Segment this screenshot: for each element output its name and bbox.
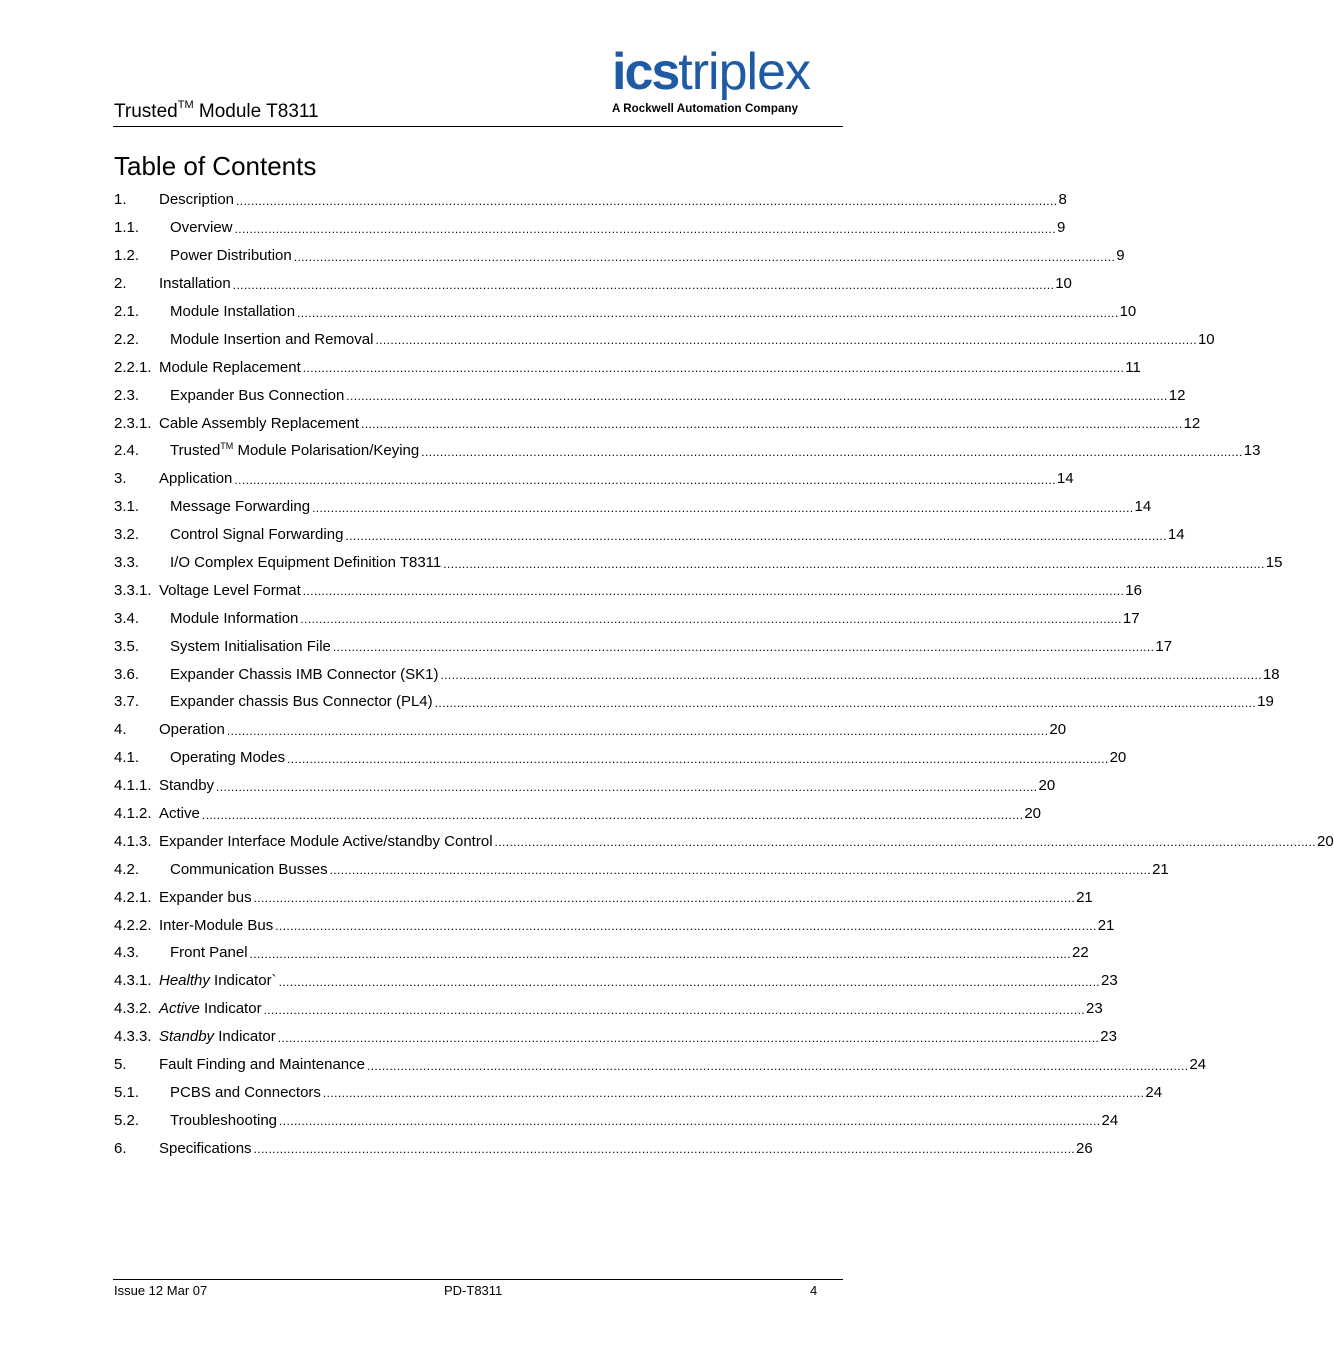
toc-entry-title: System Initialisation File [159,638,333,655]
toc-entry-number: 2.3.1. [114,414,152,432]
toc-entry-title: Communication Busses [159,861,330,878]
toc-entry-number: 3.5. [114,637,140,655]
toc-entry[interactable] [114,967,1118,995]
toc-entry[interactable] [114,353,1141,381]
toc-entry-title: Troubleshooting [159,1112,279,1129]
toc-entry-page: 23 [1101,972,1118,990]
header-divider [113,126,843,127]
toc-leader-dots: ............................................................................................................................................................................................................................ [277,1030,1100,1045]
toc-leader-dots: ............................................................................................................................................................................................................................ [346,389,1168,404]
toc-entry-title: I/O Complex Equipment Definition T8311 [159,554,443,571]
toc-entry[interactable] [114,214,1066,242]
toc-entry-page: 24 [1145,1083,1163,1101]
toc-entry[interactable] [114,1023,1117,1051]
toc-heading: Table of Contents [114,151,317,181]
toc-entry-page: 11 [1125,358,1141,376]
toc-entry-title: Expander Chassis IMB Connector (SK1) [159,666,440,683]
toc-entry-title: Standby [159,777,215,795]
toc-entry[interactable] [114,1051,1207,1079]
toc-entry-number: 2.3. [114,386,140,404]
toc-entry-number: 4.2.2. [114,916,152,934]
toc-leader-dots: ............................................................................................................................................................................................................................ [329,863,1152,878]
toc-entry-title-italic: Active [159,1000,200,1018]
toc-entry-page: 21 [1076,888,1093,906]
toc-leader-dots: ............................................................................................................................................................................................................................ [216,779,1038,794]
toc-leader-dots: ............................................................................................................................................................................................................................ [322,1086,1145,1101]
toc-entry[interactable] [114,270,1072,298]
toc-entry-title-text: Indicator [199,1000,262,1018]
toc-entry-title: Expander chassis Bus Connector (PL4) [159,693,435,710]
toc-entry-title: Expander Interface Module Active/standby Control [159,832,493,850]
toc-entry-title: Voltage Level Format [159,581,301,599]
toc-entry-title: Inter-Module Bus [159,916,274,934]
toc-entry-title [159,442,421,459]
toc-entry[interactable] [114,744,1127,772]
header-title-text: Trusted [114,101,178,122]
toc-entry[interactable] [114,995,1103,1023]
toc-entry-title: Fault Finding and Maintenance [159,1056,365,1074]
toc-entry-number: 5.1. [114,1083,140,1101]
toc-entry-page: 10 [1197,330,1215,348]
toc-entry-title: Power Distribution [159,247,294,264]
toc-entry-number: 4.3.3. [114,1028,152,1046]
toc-entry-page: 19 [1257,693,1274,711]
toc-entry-page: 20 [1049,721,1067,739]
toc-entry[interactable] [114,911,1115,939]
toc-leader-dots: ............................................................................................................................................................................................................................ [249,946,1072,961]
toc-entry-page: 12 [1183,414,1201,432]
toc-entry[interactable] [114,186,1067,214]
toc-leader-dots: ............................................................................................................................................................................................................................ [366,1058,1189,1073]
toc-entry-page: 16 [1125,581,1142,599]
toc-entry-number: 4.1.3. [114,832,152,850]
toc-entry[interactable] [114,660,1280,688]
toc-entry-title: Cable Assembly Replacement [159,414,360,432]
toc-entry-number: 3.7. [114,693,140,711]
toc-leader-dots: ............................................................................................................................................................................................................................ [253,891,1076,906]
toc-entry-page: 23 [1100,1028,1117,1046]
toc-leader-dots: ............................................................................................................................................................................................................................ [234,472,1056,487]
toc-entry-title: Module Replacement [159,358,301,376]
toc-entry-number: 3.4. [114,609,140,627]
toc-entry[interactable] [114,827,1334,855]
footer-issue-date: Issue 12 Mar 07 [114,1283,208,1298]
toc-leader-dots: ............................................................................................................................................................................................................................ [434,695,1257,710]
toc-entry-title: Operating Modes [159,749,287,766]
toc-entry-number: 3.2. [114,526,140,544]
toc-entry-title: Description [159,191,235,209]
toc-leader-dots: ............................................................................................................................................................................................................................ [332,640,1155,655]
footer-page-number: 4 [810,1283,818,1298]
toc-entry-number: 1.1. [114,219,140,237]
toc-entry-title-text: Trusted [170,442,221,460]
toc-entry[interactable] [114,855,1169,883]
toc-entry-page: 14 [1134,498,1152,516]
toc-entry[interactable] [114,549,1283,577]
toc-leader-dots: ............................................................................................................................................................................................................................ [279,1114,1101,1129]
toc-leader-dots: ............................................................................................................................................................................................................................ [440,668,1262,683]
toc-entry-number: 3.1. [114,498,140,516]
toc-leader-dots: ............................................................................................................................................................................................................................ [253,1142,1076,1157]
toc-entry-title-text: Indicator [214,1028,276,1046]
toc-entry[interactable] [114,1079,1163,1107]
toc-entry-page: 14 [1056,470,1074,488]
toc-entry-page: 26 [1076,1139,1093,1157]
toc-entry-title-text: Module Polarisation/Keying [233,442,420,460]
toc-entry-page: 8 [1058,191,1067,209]
toc-entry-number: 3.6. [114,665,140,683]
toc-leader-dots: ............................................................................................................................................................................................................................ [278,974,1101,989]
toc-leader-dots: ............................................................................................................................................................................................................................ [375,333,1197,348]
toc-leader-dots: ............................................................................................................................................................................................................................ [494,835,1317,850]
toc-leader-dots: ............................................................................................................................................................................................................................ [293,249,1116,264]
toc-entry[interactable] [114,437,1261,465]
toc-entry-title: Expander Bus Connection [159,387,346,404]
logo-brand-bold: ics [612,43,679,101]
toc-leader-dots: ............................................................................................................................................................................................................................ [302,361,1125,376]
trademark-superscript: TM [220,441,234,452]
toc-entry-number: 2.4. [114,442,140,460]
toc-entry-title: Front Panel [159,944,250,961]
document-header-title [114,100,319,124]
logo-tagline: A Rockwell Automation Company [612,103,799,115]
toc-entry[interactable] [114,604,1140,632]
toc-entry-page: 20 [1109,749,1127,767]
toc-entry-page: 12 [1168,386,1186,404]
toc-leader-dots: ............................................................................................................................................................................................................................ [234,221,1056,236]
toc-entry[interactable] [114,325,1215,353]
toc-entry-number: 4.3.1. [114,972,152,990]
toc-entry-page: 17 [1155,637,1173,655]
toc-entry-title-text: Indicator` [209,972,277,990]
toc-leader-dots: ............................................................................................................................................................................................................................ [236,193,1058,208]
toc-entry[interactable] [114,716,1067,744]
toc-entry-page: 20 [1317,832,1334,850]
toc-leader-dots: ............................................................................................................................................................................................................................ [312,500,1134,515]
toc-entry-number: 2.2. [114,330,140,348]
toc-entry[interactable] [114,242,1125,270]
toc-entry-number: 2.2.1. [114,358,152,376]
toc-entry-title: Specifications [159,1139,252,1157]
toc-entry-page: 20 [1024,805,1042,823]
toc-leader-dots: ............................................................................................................................................................................................................................ [345,528,1167,543]
toc-entry-title: PCBS and Connectors [159,1084,323,1101]
toc-entry-number: 6. [114,1139,127,1157]
toc-entry[interactable] [114,1106,1119,1134]
toc-entry[interactable] [114,298,1137,326]
toc-entry[interactable] [114,409,1201,437]
logo-wordmark [612,42,844,102]
toc-entry-title: Message Forwarding [159,498,312,515]
toc-entry-title [159,1028,278,1045]
toc-entry-number: 4.1.2. [114,805,152,823]
toc-entry-number: 2.1. [114,303,140,320]
toc-leader-dots: ............................................................................................................................................................................................................................ [302,584,1125,599]
toc-leader-dots: ............................................................................................................................................................................................................................ [443,556,1265,571]
toc-entry-number: 4.1.1. [114,777,152,795]
toc-entry-number: 4. [114,721,127,739]
footer-document-id: PD-T8311 [444,1283,503,1298]
toc-entry[interactable] [114,576,1142,604]
toc-entry[interactable] [114,883,1093,911]
logo-brand-light: triplex [678,43,811,101]
toc-entry-number: 1.2. [114,247,140,265]
toc-entry-number: 4.1. [114,749,140,767]
toc-leader-dots: ............................................................................................................................................................................................................................ [232,277,1055,292]
toc-entry-page: 9 [1057,219,1066,237]
toc-entry-number: 4.2.1. [114,888,152,906]
toc-entry-page: 22 [1072,944,1089,962]
toc-entry-title: Module Information [159,610,300,627]
toc-entry-title: Installation [159,275,231,293]
toc-entry-number: 2. [114,275,127,293]
toc-entry-page: 15 [1265,554,1283,572]
toc-entry-number: 4.3.2. [114,1000,152,1018]
toc-entry[interactable] [114,800,1042,828]
toc-entry-title: Operation [159,721,225,739]
toc-leader-dots: ............................................................................................................................................................................................................................ [300,612,1122,627]
toc-entry-title: Active [159,805,200,823]
toc-entry[interactable] [114,1134,1093,1162]
toc-entry-page: 21 [1097,916,1115,934]
toc-leader-dots: ............................................................................................................................................................................................................................ [226,723,1049,738]
toc-entry-page: 23 [1086,1000,1103,1018]
toc-entry[interactable] [114,521,1185,549]
toc-entry-number: 3. [114,470,127,488]
toc-entry-page: 10 [1055,275,1072,293]
toc-entry[interactable] [114,688,1274,716]
toc-entry-title [159,972,279,989]
toc-entry-number: 4.2. [114,860,140,878]
toc-entry-page: 17 [1122,609,1140,627]
toc-entry-page: 20 [1038,777,1056,795]
toc-entry-title [159,1000,264,1017]
toc-entry-page: 13 [1243,442,1261,460]
toc-leader-dots: ............................................................................................................................................................................................................................ [275,919,1097,934]
toc-entry-title: Module Installation [159,303,297,320]
company-logo [612,42,844,122]
toc-entry-title: Application [159,470,233,488]
toc-leader-dots: ............................................................................................................................................................................................................................ [421,444,1243,459]
toc-entry-number: 4.3. [114,944,140,962]
toc-entry-page: 18 [1262,665,1280,683]
toc-entry-number: 3.3. [114,554,140,572]
toc-entry-title: Control Signal Forwarding [159,526,345,543]
toc-entry[interactable] [114,632,1173,660]
toc-entry[interactable] [114,381,1186,409]
toc-entry-page: 24 [1189,1056,1207,1074]
toc-entry-number: 5.2. [114,1111,140,1129]
toc-leader-dots: ............................................................................................................................................................................................................................ [361,417,1183,432]
trademark-superscript: TM [177,99,194,111]
toc-leader-dots: ............................................................................................................................................................................................................................ [201,807,1024,822]
toc-entry[interactable] [114,493,1152,521]
toc-entry-title: Expander bus [159,888,252,906]
toc-entry[interactable] [114,465,1074,493]
toc-entry-number: 5. [114,1056,127,1074]
toc-entry-title-italic: Healthy [159,972,210,990]
toc-leader-dots: ............................................................................................................................................................................................................................ [287,751,1109,766]
table-of-contents [114,186,1334,1162]
header-title-module: Module T8311 [193,101,319,122]
footer-divider [113,1279,843,1280]
toc-entry-page: 21 [1152,860,1169,878]
toc-entry-title: Module Insertion and Removal [159,331,375,348]
toc-entry-title: Overview [159,219,235,236]
toc-entry-page: 10 [1119,303,1137,320]
toc-entry-number: 3.3.1. [114,581,152,599]
toc-entry[interactable] [114,939,1089,967]
toc-entry-page: 9 [1116,247,1125,265]
toc-entry-page: 14 [1167,526,1185,544]
toc-entry-title-italic: Standby [159,1028,215,1046]
toc-entry[interactable] [114,772,1056,800]
toc-entry-number: 1. [114,191,127,209]
toc-leader-dots: ............................................................................................................................................................................................................................ [297,305,1119,320]
toc-leader-dots: ............................................................................................................................................................................................................................ [263,1002,1086,1017]
toc-entry-page: 24 [1101,1111,1119,1129]
